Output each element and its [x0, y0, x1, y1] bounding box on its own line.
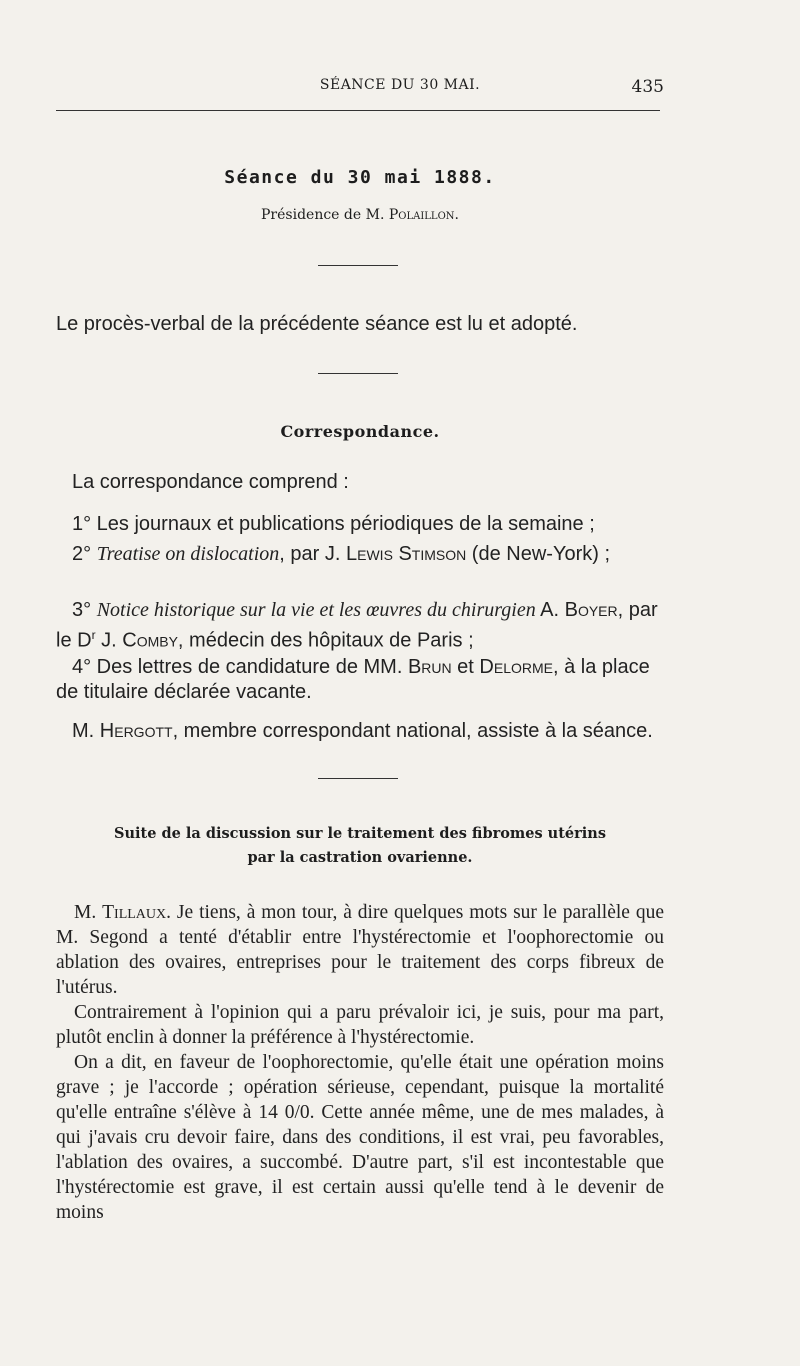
subject-name: Boyer — [564, 599, 618, 621]
candidate-name: Delorme — [479, 656, 553, 678]
item-text: , par J. — [279, 543, 346, 565]
speaker-name: Tillaux — [102, 902, 167, 923]
item-text: , à la place de titulaire déclarée vacante. — [56, 656, 650, 703]
paragraph-text: M. — [74, 902, 103, 923]
session-title: Séance du 30 mai 1888. — [224, 167, 496, 188]
paragraph — [56, 900, 664, 1000]
correspondance-heading: Correspondance. — [280, 422, 440, 441]
discussion-body — [56, 900, 664, 1225]
correspondance-item-2 — [56, 542, 664, 567]
correspondance-item-4 — [56, 655, 664, 705]
item-text: , par le D — [56, 599, 658, 652]
work-title: Notice historique sur la vie et les œuvres du chirurgien — [96, 599, 536, 621]
candidate-name: Brun — [407, 656, 452, 678]
page-number: 435 — [631, 77, 664, 97]
minutes-statement: Le procès-verbal de la précédente séance est lu et adopté. — [56, 313, 578, 335]
item-number: 3° — [72, 599, 97, 621]
running-header: SÉANCE DU 30 MAI. — [319, 77, 481, 93]
item-text: , médecin des hôpitaux de Paris ; — [177, 629, 474, 652]
discussion-heading-line-2: par la castration ovarienne. — [247, 849, 473, 866]
work-title: Treatise on dislocation — [96, 543, 280, 565]
member-name: Hergott — [99, 720, 173, 742]
paragraph: Contrairement à l'opinion qui a paru prévaloir ici, je suis, pour ma part, plutôt enclin à donner la préférence à l'hystérectomie. — [56, 1002, 664, 1048]
author-name: Lewis Stimson — [346, 543, 467, 565]
separator-rule — [318, 778, 398, 779]
paragraph-text: . Je tiens, à mon tour, à dire quelques mots sur le parallèle que M. Segond a tenté d'établir entre l'hystérectomie et l'oophorectomie ou ablation des ovaires, entreprises pour le traitement des corps fibreux de l'utérus. — [56, 902, 664, 998]
header-rule — [56, 110, 660, 111]
item-number: 2° — [72, 543, 97, 565]
separator-rule — [318, 373, 398, 374]
item-text: , membre correspondant national, assiste à la séance. — [172, 720, 653, 742]
superscript: r — [91, 628, 96, 642]
paragraph: On a dit, en faveur de l'oophorectomie, qu'elle était une opération moins grave ; je l'accorde ; opération sérieuse, cependant, puisque la mortalité qu'elle entraîne s'élève à 14 0/0. Cette année même, une de mes malades, à qui j'avais cru devoir faire, dans des conditions, il est vrai, peu favorables, l'ablation des ovaires, a succombé. D'autre part, s'il est incontestable que l'hystérectomie est grave, il est certain aussi qu'elle tend à le devenir de moins — [56, 1052, 664, 1223]
item-text: (de New-York) ; — [466, 543, 610, 565]
correspondance-intro: La correspondance comprend : — [72, 471, 349, 493]
item-text: A. — [535, 599, 565, 621]
separator-rule — [318, 265, 398, 266]
presidence-line — [56, 207, 664, 223]
discussion-heading-line-1: Suite de la discussion sur le traitement des fibromes utérins — [114, 825, 606, 842]
correspondance-item-3 — [56, 598, 664, 654]
author-name: Comby — [122, 629, 178, 652]
item-text: J. — [95, 629, 123, 652]
correspondance-item-1: 1° Les journaux et publications périodiques de la semaine ; — [72, 513, 595, 535]
hergott-attendance — [56, 719, 664, 744]
president-name: Polaillon. — [388, 207, 459, 223]
presidence-prefix: Présidence de M. — [261, 207, 389, 223]
item-text: M. — [72, 720, 100, 742]
item-text: 4° Des lettres de candidature de MM. — [72, 656, 408, 678]
discussion-heading — [56, 822, 664, 870]
item-text: et — [451, 656, 480, 678]
